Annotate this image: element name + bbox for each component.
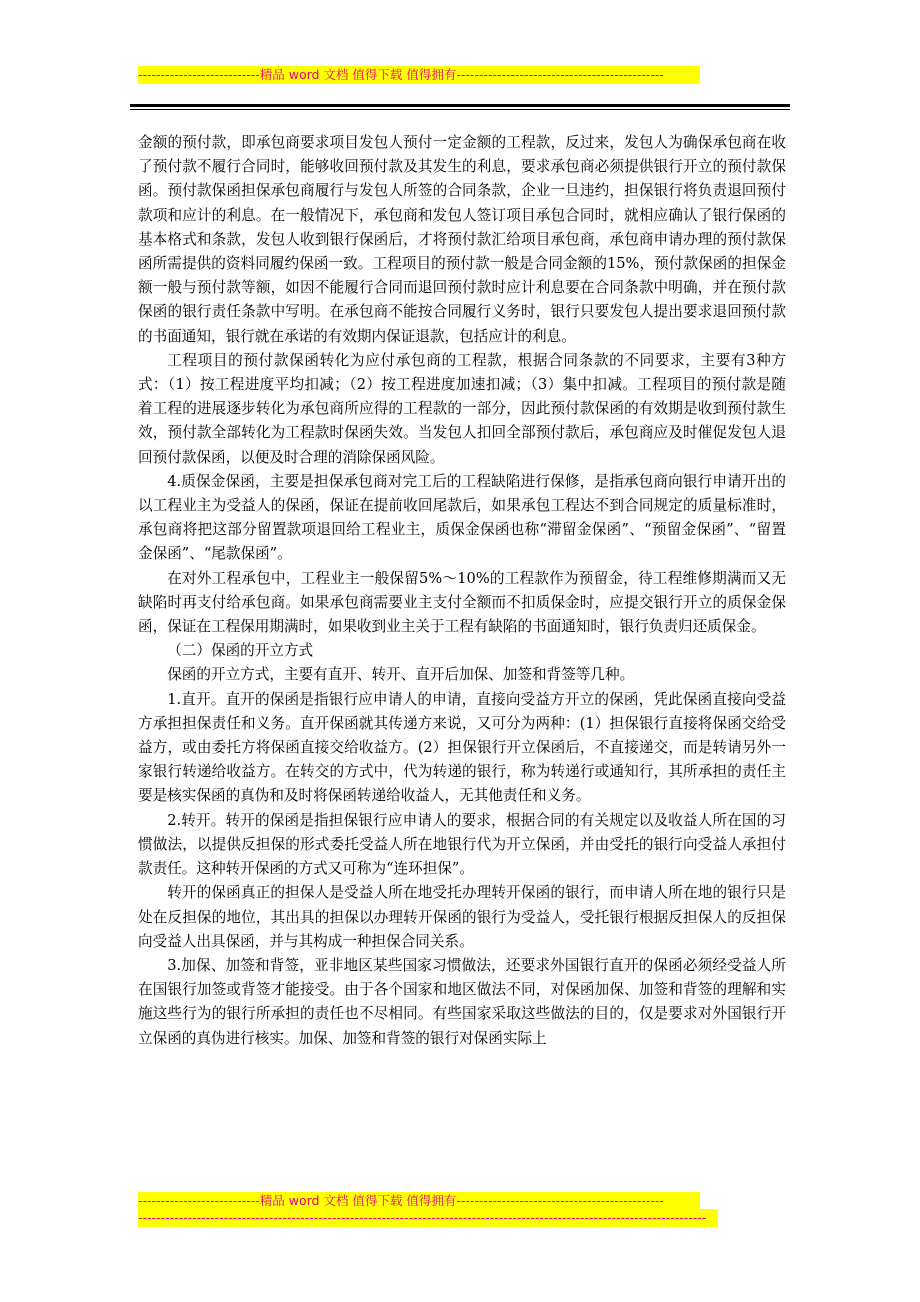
body-paragraph: 1.直开。直开的保函是指银行应申请人的申请，直接向受益方开立的保函，凭此保函直接向受益方承担担保责任和义务。直开保函就其传递方来说，又可分为两种：(1）担保银行直接将保函交给受益方，或由委托方将保函直接交给收益方。(2）担保银行开立保函后，不直接递交，而是转请另外一家银行转递给收益方。在转交的方式中，代为转递的银行，称为转递行或通知行，其所承担的责任主要是核实保函的真伪和及时将保函转递给收益人，无其他责任和义务。	[138, 690, 786, 805]
header-rule-thin	[130, 109, 790, 110]
header-rule-thick	[130, 104, 790, 107]
body-paragraph: 保函的开立方式，主要有直开、转开、直开后加保、加签和背签等几种。	[167, 666, 635, 684]
footer-banner: ---------------------------精品 word 文档 值得下载 值得拥有----------------------------------------------	[138, 1192, 700, 1210]
footer-banner-dashes: ------------------------------------------------------------------------------------------------------------------------------	[138, 1209, 718, 1227]
body-paragraph: 4.质保金保函，主要是担保承包商对完工后的工程缺陷进行保修，是指承包商向银行申请开出的以工程业主为受益人的保函，保证在提前收回尾款后，如果承包工程达不到合同规定的质量标准时，承包商将把这部分留置款项退回给工程业主，质保金保函也称“滞留金保函”、“预留金保函”、“留置金保函”、“尾款保函”。	[138, 472, 786, 563]
document-body	[138, 131, 786, 1051]
header-banner: ---------------------------精品 word 文档 值得下载 值得拥有----------------------------------------------	[138, 66, 700, 84]
body-paragraph: 转开的保函真正的担保人是受益人所在地受托办理转开保函的银行，而申请人所在地的银行只是处在反担保的地位，其出具的担保以办理转开保函的银行为受益人，受托银行根据反担保人的反担保向受益人出具保函，并与其构成一种担保合同关系。	[138, 884, 786, 950]
section-heading: （二）保函的开立方式	[167, 642, 314, 660]
body-paragraph: 2.转开。转开的保函是指担保银行应申请人的要求，根据合同的有关规定以及收益人所在国的习惯做法，以提供反担保的形式委托受益人所在地银行代为开立保函，并由受托的银行向受益人承担付款责任。这种转开保函的方式又可称为“连环担保”。	[138, 811, 786, 878]
body-paragraph: 金额的预付款，即承包商要求项目发包人预付一定金额的工程款，反过来，发包人为确保承包商在收了预付款不履行合同时，能够收回预付款及其发生的利息，要求承包商必须提供银行开立的预付款保函。预付款保函担保承包商履行与发包人所签的合同条款，企业一旦违约，担保银行将负责退回预付款项和应计的利息。在一般情况下，承包商和发包人签订项目承包合同时，就相应确认了银行保函的基本格式和条款，发包人收到银行保函后，才将预付款汇给项目承包商，承包商申请办理的预付款保函所需提供的资料同履约保函一致。工程项目的预付款一般是合同金额的15%，预付款保函的担保金额一般与预付款等额，如因不能履行合同而退回预付款时应计利息要在合同条款中明确，并在预付款保函的银行责任条款中写明。在承包商不能按合同履行义务时，银行只要发包人提出要求退回预付款的书面通知，银行就在承诺的有效期内保证退款，包括应计的利息。	[138, 134, 786, 345]
body-paragraph: 在对外工程承包中，工程业主一般保留5%～10%的工程款作为预留金，待工程维修期满而又无缺陷时再支付给承包商。如果承包商需要业主支付全额而不扣质保金时，应提交银行开立的质保金保函，保证在工程保用期满时，如果收到业主关于工程有缺陷的书面通知时，银行负责归还质保金。	[138, 569, 786, 636]
body-paragraph: 3.加保、加签和背签，亚非地区某些国家习惯做法，还要求外国银行直开的保函必须经受益人所在国银行加签或背签才能接受。由于各个国家和地区做法不同，对保函加保、加签和背签的理解和实施这些行为的银行所承担的责任也不尽相同。有些国家采取这些做法的目的，仅是要求对外国银行开立保函的真伪进行核实。加保、加签和背签的银行对保函实际上	[138, 956, 786, 1047]
body-paragraph: 工程项目的预付款保函转化为应付承包商的工程款，根据合同条款的不同要求，主要有3种方式：（1）按工程进度平均扣减；（2）按工程进度加速扣减；（3）集中扣减。工程项目的预付款是随着工程的进展逐步转化为承包商所应得的工程款的一部分，因此预付款保函的有效期是收到预付款生效，预付款全部转化为工程款时保函失效。当发包人扣回全部预付款后，承包商应及时催促发包人退回预付款保函，以便及时合理的消除保函风险。	[138, 351, 786, 466]
